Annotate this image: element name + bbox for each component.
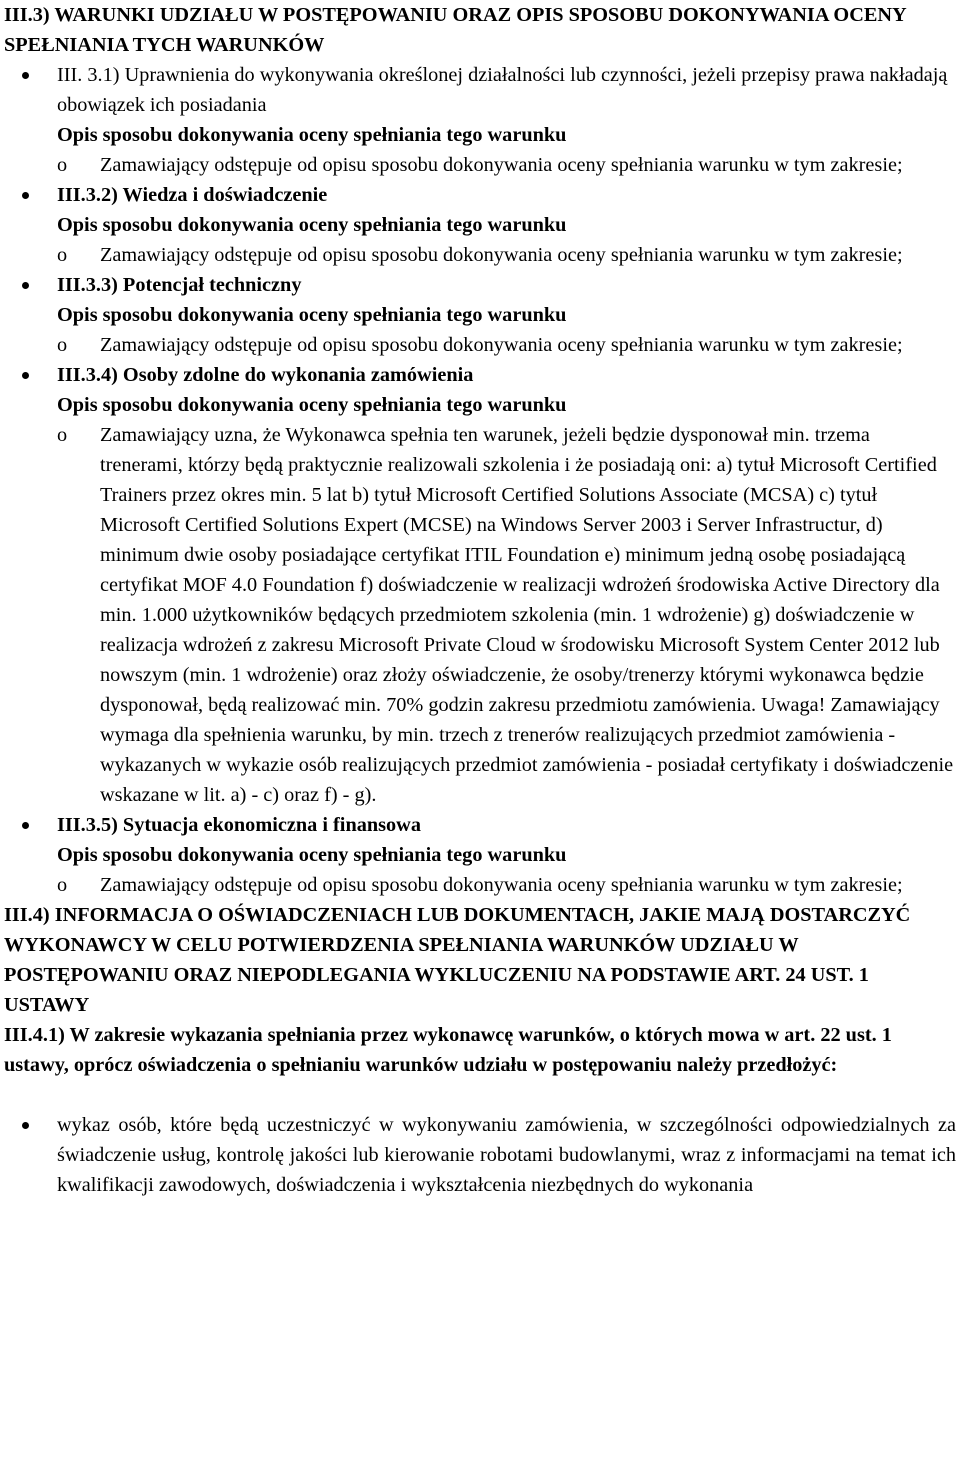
subsection-opis: Opis sposobu dokonywania oceny spełniania tego warunku [57, 124, 567, 146]
subsection-title: III.3.4) Osoby zdolne do wykonania zamówienia [57, 364, 474, 386]
subsection-3-4 [4, 360, 956, 810]
bullet-icon [22, 372, 29, 379]
section-4-1-heading: III.4.1) W zakresie wykazania spełniania przez wykonawcę warunków, o których mowa w art. 22 ust. 1 ustawy, oprócz oświadczenia o spełnianiu warunków udziału w postępowaniu należy przedłożyć: [4, 1024, 892, 1076]
subsection-title: III.3.3) Potencjał techniczny [57, 274, 302, 296]
subsection-detail [57, 330, 956, 360]
sub-bullet-icon: o [57, 424, 68, 446]
subsection-detail [57, 870, 956, 900]
subsection-opis: Opis sposobu dokonywania oceny spełniania tego warunku [57, 214, 567, 236]
subsection-title: III. 3.1) Uprawnienia do wykonywania określonej działalności lub czynności, jeżeli przepisy prawa nakładają obowiązek ich posiadania [57, 64, 948, 116]
subsection-3-1 [4, 60, 956, 180]
bullet-icon [22, 1122, 29, 1129]
bullet-icon [22, 822, 29, 829]
subsection-detail [57, 420, 956, 810]
bullet-icon [22, 72, 29, 79]
subsection-detail [57, 240, 956, 270]
subsection-title: III.3.5) Sytuacja ekonomiczna i finansowa [57, 814, 421, 836]
section-4-heading: III.4) INFORMACJA O OŚWIADCZENIACH LUB DOKUMENTACH, JAKIE MAJĄ DOSTARCZYĆ WYKONAWCY W CELU POTWIERDZENIA SPEŁNIANIA WARUNKÓW UDZIAŁU W POSTĘPOWANIU ORAZ NIEPODLEGANIA WYKLUCZENIU NA PODSTAWIE ART. 24 UST. 1 USTAWY [4, 904, 911, 1016]
subsection-opis: Opis sposobu dokonywania oceny spełniania tego warunku [57, 304, 567, 326]
subsection-3-3 [4, 270, 956, 360]
subsection-text: Zamawiający uzna, że Wykonawca spełnia ten warunek, jeżeli będzie dysponował min. trzema trenerami, którzy będą praktycznie realizowali szkolenia i że posiadają oni: a) tytuł Microsoft Certified Trainers przez okres min. 5 lat b) tytuł Microsoft Certified Solutions Associate (MCSA) c) tytuł Microsoft Certified Solutions Expert (MCSE) na Windows Server 2003 i Server Infrastructur, d) minimum dwie osoby posiadające certyfikat ITIL Foundation e) minimum jedną osobę posiadającą certyfikat MOF 4.0 Foundation f) doświadczenie w realizacji wdrożeń środowiska Active Directory dla min. 1.000 użytkowników będących przedmiotem szkolenia (min. 1 wdrożenie) g) doświadczenie w realizacja wdrożeń z zakresu Microsoft Private Cloud w środowisku Microsoft System Center 2012 lub nowszym (min. 1 wdrożenie) oraz złoży oświadczenie, że osoby/trenerzy którymi wykonawca będzie dysponował, będą realizować min. 70% godzin zakresu przedmiotu zamówienia. Uwaga! Zamawiający wymaga dla spełnienia warunku, by min. trzech z trenerów realizujących przedmiot zamówienia - wykazanych w wykazie osób realizujących przedmiot zamówienia - posiadał certyfikaty i doświadczenie wskazane w lit. a) - c) oraz f) - g). [100, 424, 954, 806]
section-heading: III.3) WARUNKI UDZIAŁU W POSTĘPOWANIU ORAZ OPIS SPOSOBU DOKONYWANIA OCENY SPEŁNIANIA TYCH WARUNKÓW [4, 4, 906, 56]
sub-bullet-icon: o [57, 244, 68, 266]
subsection-title: III.3.2) Wiedza i doświadczenie [57, 184, 328, 206]
final-bullet-text: wykaz osób, które będą uczestniczyć w wykonywaniu zamówienia, w szczególności odpowiedzialnych za świadczenie usług, kontrolę jakości lub kierowanie robotami budowlanymi, wraz z informacjami na temat ich kwalifikacji zawodowych, doświadczenia i wykształcenia niezbędnych do wykonania [57, 1114, 956, 1196]
final-bullet-item [4, 1110, 956, 1200]
subsection-3-2 [4, 180, 956, 270]
subsection-3-5 [4, 810, 956, 900]
subsection-text: Zamawiający odstępuje od opisu sposobu dokonywania oceny spełniania warunku w tym zakresie; [100, 334, 903, 356]
subsection-opis: Opis sposobu dokonywania oceny spełniania tego warunku [57, 394, 567, 416]
sub-bullet-icon: o [57, 874, 68, 896]
subsection-detail [57, 150, 956, 180]
subsection-text: Zamawiający odstępuje od opisu sposobu dokonywania oceny spełniania warunku w tym zakresie; [100, 154, 903, 176]
bullet-icon [22, 282, 29, 289]
subsection-opis: Opis sposobu dokonywania oceny spełniania tego warunku [57, 844, 567, 866]
subsection-text: Zamawiający odstępuje od opisu sposobu dokonywania oceny spełniania warunku w tym zakresie; [100, 874, 903, 896]
subsection-text: Zamawiający odstępuje od opisu sposobu dokonywania oceny spełniania warunku w tym zakresie; [100, 244, 903, 266]
bullet-icon [22, 192, 29, 199]
sub-bullet-icon: o [57, 154, 68, 176]
sub-bullet-icon: o [57, 334, 68, 356]
spacer [4, 1080, 956, 1110]
